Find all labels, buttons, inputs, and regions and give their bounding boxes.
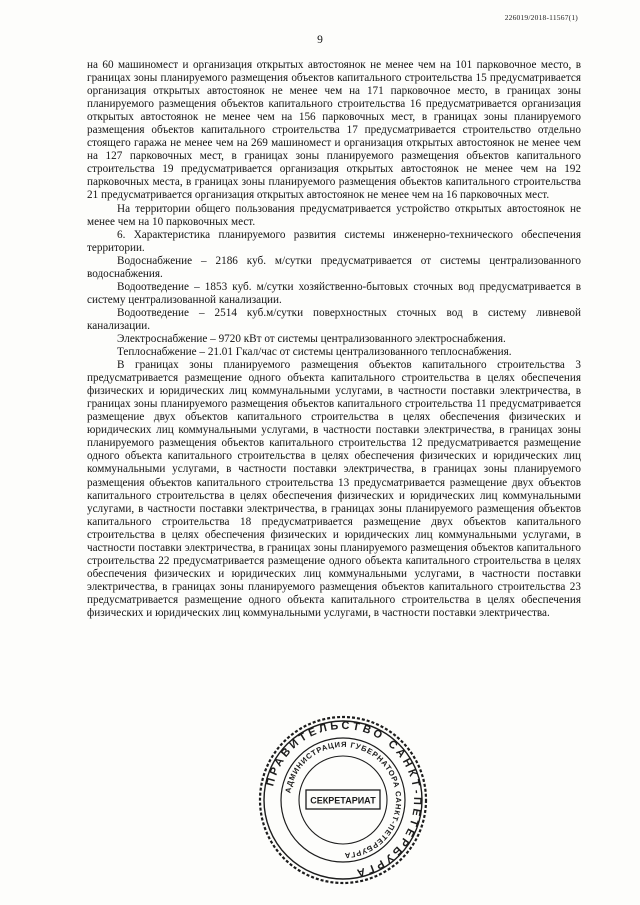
seal-inner-text: АДМИНИСТРАЦИЯ ГУБЕРНАТОРА САНКТ-ПЕТЕРБУРГА [283, 739, 404, 861]
section-heading-engineering: 6. Характеристика планируемого развития системы инженерно-технического обеспечения территории. [87, 228, 581, 254]
seal-center-text: СЕКРЕТАРИАТ [310, 795, 376, 806]
official-seal-stamp [258, 715, 428, 885]
paragraph-heating: Теплоснабжение – 21.01 Гкал/час от системы централизованного теплоснабжения. [117, 346, 512, 359]
paragraph-parking-continued: на 60 машиномест и организация открытых автостоянок не менее чем на 101 парковочное место, в границах зоны планируемого размещения объектов капитального строительства 15 предусматривается организация открытых автостоянок не менее чем на 171 парковочное место, в границах зоны планируемого размещения объектов капитального строительства 16 предусматривается организация открытых автостоянок не менее чем на 156 парковочных мест, в границах зоны планируемого размещения объектов капитального строительства 17 предусматривается строительство отдельно стоящего гаража не менее чем на 269 машиномест и организация открытых автостоянок не менее чем на 127 парковочных мест, в границах зоны планируемого размещения объектов капитального строительства 19 предусматривается организация открытых автостоянок не менее чем на 192 парковочных места, в границах зоны планируемого размещения объектов капитального строительства 21 предусматривается организация открытых автостоянок не менее чем на 16 парковочных мест. [87, 59, 581, 202]
paragraph-electricity: Электроснабжение – 9720 кВт от системы централизованного электроснабжения. [117, 332, 506, 345]
paragraph-sewage: Водоотведение – 1853 куб. м/сутки хозяйственно-бытовых сточных вод предусматривается в систему централизованной канализации. [87, 280, 581, 306]
paragraph-public-parking: На территории общего пользования предусматривается устройство открытых автостоянок не менее чем на 10 парковочных мест. [87, 202, 581, 228]
paragraph-water-supply: Водоснабжение – 2186 куб. м/сутки предусматривается от системы централизованного водоснабжения. [87, 254, 581, 280]
paragraph-storm-drainage: Водоотведение – 2514 куб.м/сутки поверхностных сточных вод в систему ливневой канализации. [87, 306, 581, 332]
seal-outer-text: ПРАВИТЕЛЬСТВО САНКТ-ПЕТЕРБУРГА [264, 719, 424, 880]
seal-graphic [258, 715, 428, 885]
document-body [87, 59, 581, 620]
page-number: 9 [317, 34, 323, 46]
paragraph-utility-objects: В границах зоны планируемого размещения объектов капитального строительства 3 предусматривается размещение одного объекта капитального строительства в целях обеспечения физических и юридических лиц коммунальными услугами, в частности поставки электричества, в границах зоны планируемого размещения объектов капитального строительства 11 предусматривается размещение двух объектов капитального строительства в целях обеспечения физических и юридических лиц коммунальными услугами, в частности поставки электричества, в границах зоны планируемого размещения объектов капитального строительства 12 предусматривается размещение одного объекта капитального строительства в целях обеспечения физических и юридических лиц коммунальными услугами, в частности поставки электричества, в границах зоны планируемого размещения объектов капитального строительства 13 предусматривается размещение двух объектов капитального строительства в целях обеспечения физических и юридических лиц коммунальными услугами, в частности поставки электричества, в границах зоны планируемого размещения объектов капитального строительства 18 предусматривается размещение двух объектов капитального строительства в целях обеспечения физических и юридических лиц коммунальными услугами, в частности поставки электричества, в границах зоны планируемого размещения объектов капитального строительства 22 предусматривается размещение одного объекта капитального строительства в целях обеспечения физических и юридических лиц коммунальными услугами, в частности поставки электричества, в границах зоны планируемого размещения объектов капитального строительства 23 предусматривается размещение одного объекта капитального строительства в целях обеспечения физических и юридических лиц коммунальными услугами, в частности поставки электричества. [87, 359, 581, 619]
document-registration-number: 226019/2018-11567(1) [504, 13, 578, 22]
